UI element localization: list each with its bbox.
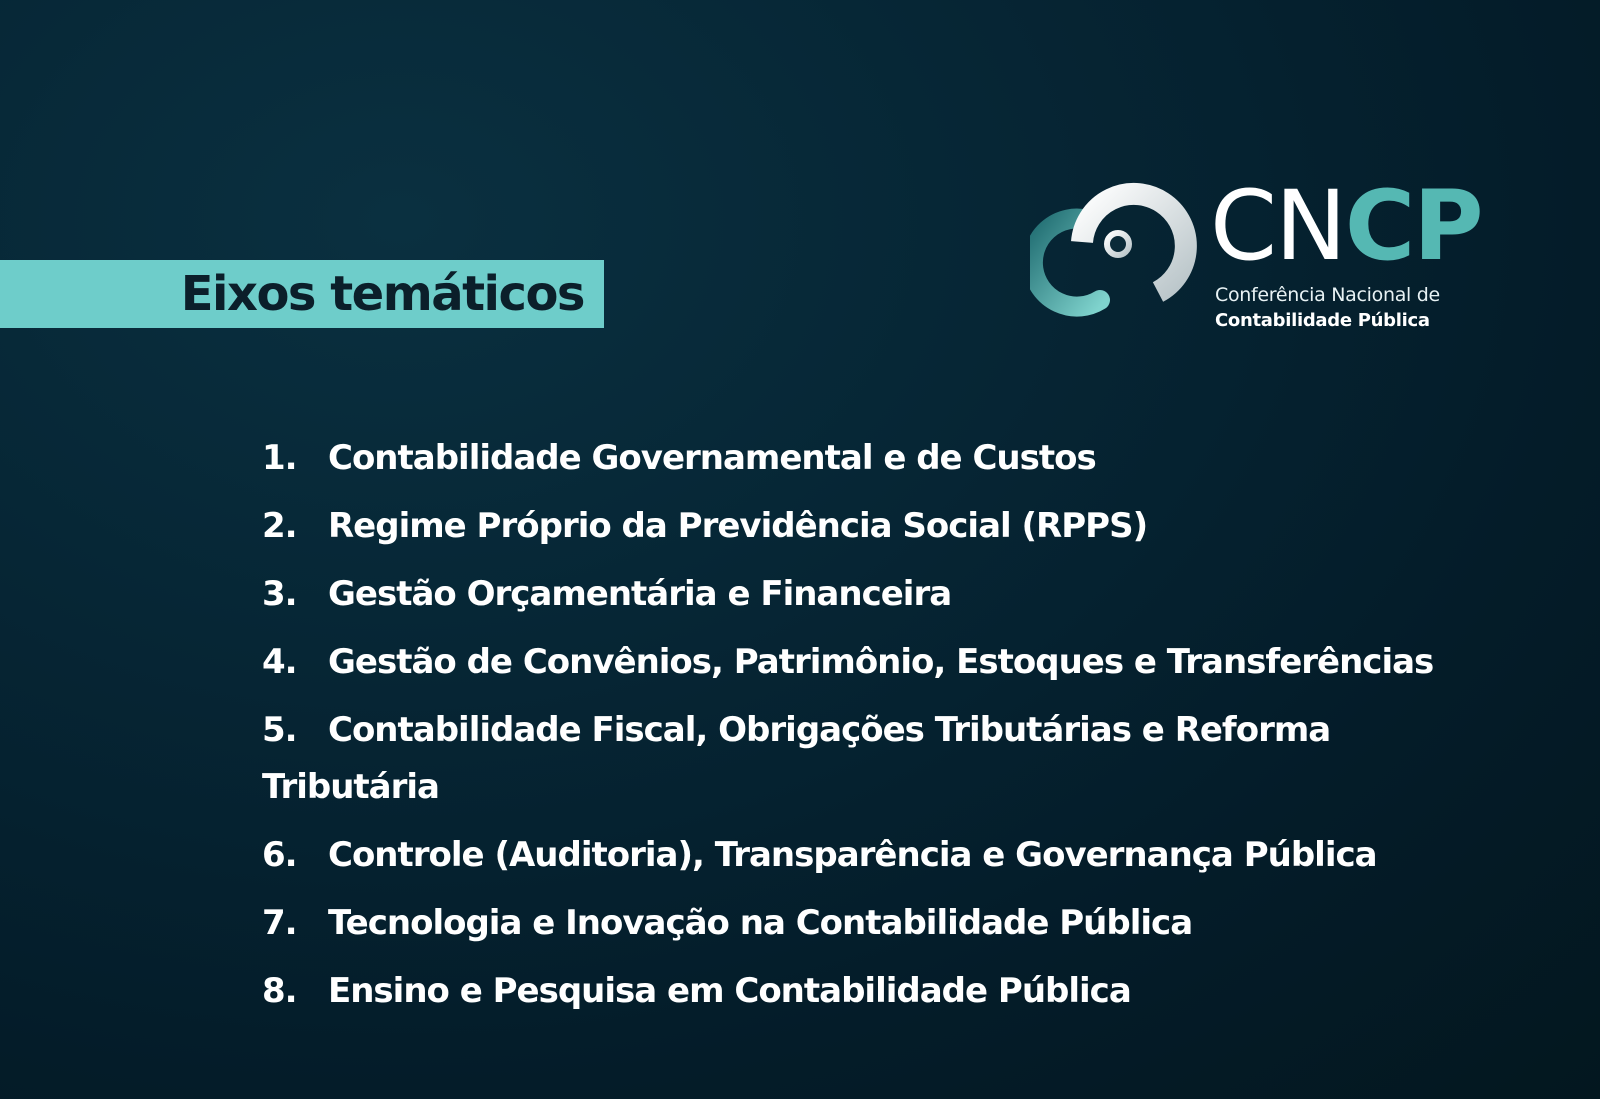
logo-acronym-light: CN <box>1210 170 1345 282</box>
topic-text: Regime Próprio da Previdência Social (RPPS) <box>328 506 1148 546</box>
topic-number: 7. <box>262 903 297 943</box>
topic-text: Gestão Orçamentária e Financeira <box>328 574 952 614</box>
topic-number: 1. <box>262 438 297 478</box>
cncp-logo <box>1030 170 1550 332</box>
topic-item-7 <box>262 895 1462 952</box>
topic-item-2 <box>262 498 1462 555</box>
topics-list <box>262 430 1462 1031</box>
topic-number: 6. <box>262 835 297 875</box>
topic-text: Gestão de Convênios, Patrimônio, Estoques e Transferências <box>328 642 1434 682</box>
topic-text: Contabilidade Governamental e de Custos <box>328 438 1096 478</box>
topic-number: 3. <box>262 574 297 614</box>
topic-number: 5. <box>262 710 297 750</box>
topic-text: Ensino e Pesquisa em Contabilidade Pública <box>328 971 1131 1011</box>
topic-item-6 <box>262 827 1462 884</box>
page-title: Eixos temáticos <box>180 266 584 322</box>
topic-item-8 <box>262 963 1462 1020</box>
topic-text: Tecnologia e Inovação na Contabilidade Pública <box>328 903 1193 943</box>
logo-subtitle-line2: Contabilidade Pública <box>1215 310 1430 331</box>
topic-text: Contabilidade Fiscal, Obrigações Tributárias e Reforma Tributária <box>262 710 1331 807</box>
topic-item-5 <box>262 702 1462 816</box>
topic-item-3 <box>262 566 1462 623</box>
topic-item-1 <box>262 430 1462 487</box>
topic-text: Controle (Auditoria), Transparência e Governança Pública <box>328 835 1377 875</box>
topic-item-4 <box>262 634 1462 691</box>
topic-number: 2. <box>262 506 297 546</box>
logo-acronym <box>1210 170 1482 282</box>
logo-subtitle-line1: Conferência Nacional de <box>1215 284 1440 306</box>
logo-acronym-accent: CP <box>1344 170 1482 282</box>
title-band <box>0 260 604 328</box>
topic-number: 4. <box>262 642 297 682</box>
cncp-logo-icon <box>1030 182 1200 332</box>
topic-number: 8. <box>262 971 297 1011</box>
